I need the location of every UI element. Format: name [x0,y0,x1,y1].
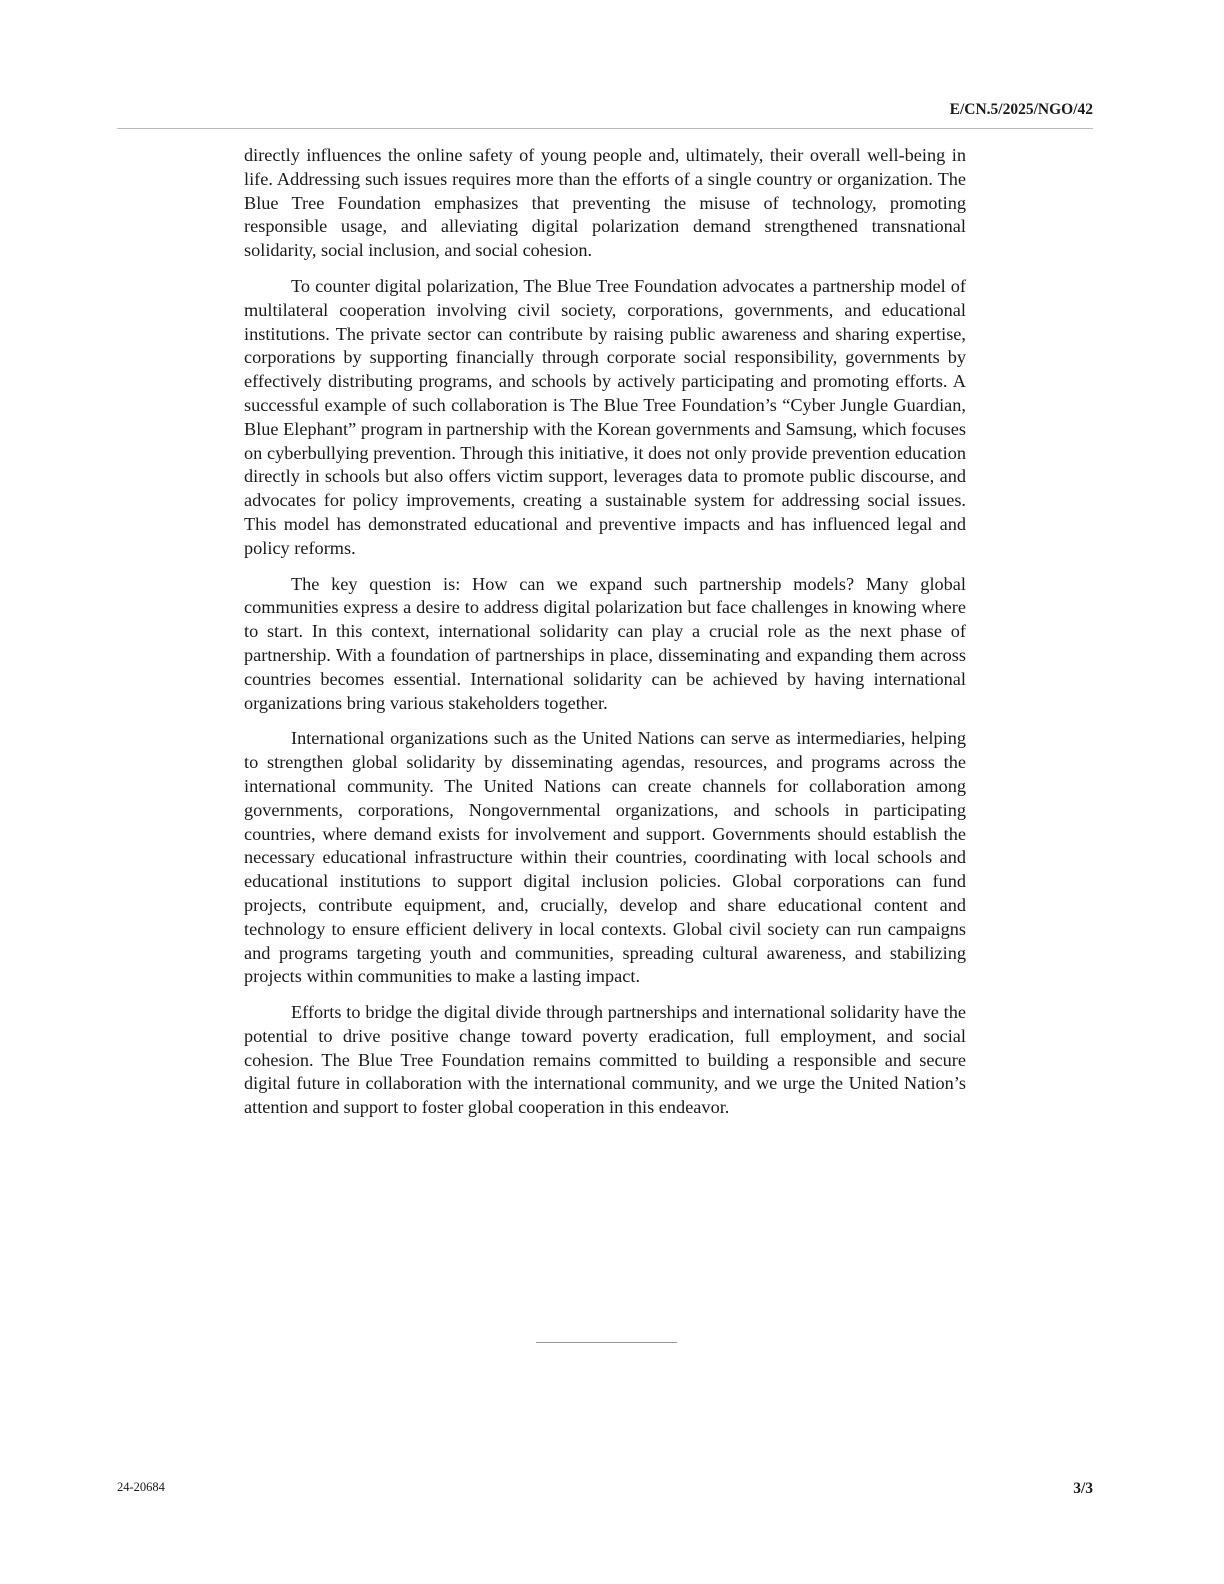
paragraph: International organizations such as the United Nations can serve as intermediaries, helping to strengthen global solidarity by disseminating agendas, resources, and programs across the international community. The United Nations can create channels for collaboration among governments, corporations, Nongovernmental organizations, and schools in participating countries, where demand exists for involvement and support. Governments should establish the necessary educational infrastructure within their countries, coordinating with local schools and educational institutions to support digital inclusion policies. Global corporations can fund projects, contribute equipment, and, crucially, develop and share educational content and technology to ensure efficient delivery in local contexts. Global civil society can run campaigns and programs targeting youth and communities, spreading cultural awareness, and stabilizing projects within communities to make a lasting impact. [244,728,966,987]
paragraph: To counter digital polarization, The Blue Tree Foundation advocates a partnership model of multilateral cooperation involving civil society, corporations, governments, and educational institutions. The private sector can contribute by raising public awareness and sharing expertise, corporations by supporting financially through corporate social responsibility, governments by effectively distributing programs, and schools by actively participating and promoting efforts. A successful example of such collaboration is The Blue Tree Foundation’s “Cyber Jungle Guardian, Blue Elephant” program in partnership with the Korean governments and Samsung, which focuses on cyberbullying prevention. Through this initiative, it does not only provide prevention education directly in schools but also offers victim support, leverages data to promote public discourse, and advocates for policy improvements, creating a sustainable system for addressing social issues. This model has demonstrated educational and preventive impacts and has influenced legal and policy reforms. [244,275,966,558]
page-number: 3/3 [1073,1480,1093,1497]
paragraph: The key question is: How can we expand such partnership models? Many global communities express a desire to address digital polarization but face challenges in knowing where to start. In this context, international solidarity can play a crucial role as the next phase of partnership. With a foundation of partnerships in place, disseminating and expanding them across countries becomes essential. International solidarity can be achieved by having international organizations bring various stakeholders together. [244,573,966,713]
paragraph: directly influences the online safety of young people and, ultimately, their overall well-being in life. Addressing such issues requires more than the efforts of a single country or organization. The Blue Tree Foundation emphasizes that preventing the misuse of technology, promoting responsible usage, and alleviating digital polarization demand strengthened transnational solidarity, social inclusion, and social cohesion. [244,145,966,261]
end-separator [536,1342,677,1343]
paragraph: Efforts to bridge the digital divide through partnerships and international solidarity have the potential to drive positive change toward poverty eradication, full employment, and social cohesion. The Blue Tree Foundation remains committed to building a responsible and secure digital future in collaboration with the international community, and we urge the United Nation’s attention and support to foster global cooperation in this endeavor. [244,1002,966,1118]
header-rule [117,128,1093,129]
document-body [244,144,966,1132]
document-symbol: E/CN.5/2025/NGO/42 [949,101,1093,118]
job-number: 24-20684 [117,1480,165,1494]
